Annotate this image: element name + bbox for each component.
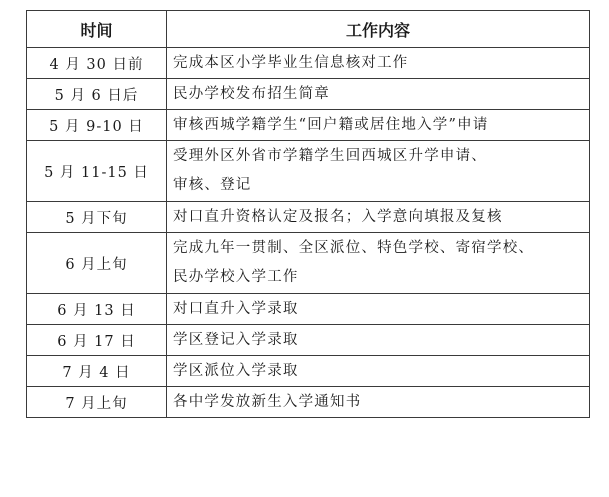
content-line: 各中学发放新生入学通知书 xyxy=(173,393,362,410)
row-content xyxy=(167,233,590,294)
table-row xyxy=(27,294,590,325)
table-row xyxy=(27,110,590,141)
content-line: 民办学校发布招生简章 xyxy=(173,85,330,102)
row-time: 5 月 11-15 日 xyxy=(27,141,167,202)
row-content xyxy=(167,48,590,79)
table-row xyxy=(27,48,590,79)
content-line: 完成九年一贯制、全区派位、特色学校、寄宿学校、 xyxy=(173,240,535,256)
table-row xyxy=(27,141,590,202)
row-time: 4 月 30 日前 xyxy=(27,48,167,79)
row-time: 6 月 13 日 xyxy=(27,294,167,325)
row-content xyxy=(167,356,590,387)
table-row xyxy=(27,79,590,110)
row-content xyxy=(167,387,590,418)
row-content xyxy=(167,294,590,325)
content-line: 对口直升入学录取 xyxy=(173,300,299,317)
table-row xyxy=(27,233,590,294)
row-content xyxy=(167,325,590,356)
row-time: 5 月 6 日后 xyxy=(27,79,167,110)
content-line: 审核西城学籍学生“回户籍或居住地入学”申请 xyxy=(173,116,489,133)
row-content xyxy=(167,141,590,202)
content-line: 对口直升资格认定及报名；入学意向填报及复核 xyxy=(173,208,503,225)
row-time: 6 月上旬 xyxy=(27,233,167,294)
row-content xyxy=(167,202,590,233)
header-time: 时间 xyxy=(27,11,167,48)
table-row xyxy=(27,387,590,418)
content-line: 审核、登记 xyxy=(173,177,252,193)
content-line: 民办学校入学工作 xyxy=(173,269,299,285)
row-time: 5 月下旬 xyxy=(27,202,167,233)
content-line: 学区派位入学录取 xyxy=(173,362,299,379)
table-row xyxy=(27,202,590,233)
table-row xyxy=(27,325,590,356)
row-time: 6 月 17 日 xyxy=(27,325,167,356)
row-time: 7 月 4 日 xyxy=(27,356,167,387)
content-line: 受理外区外省市学籍学生回西城区升学申请、 xyxy=(173,148,487,164)
row-time: 7 月上旬 xyxy=(27,387,167,418)
row-content xyxy=(167,110,590,141)
content-line: 学区登记入学录取 xyxy=(173,331,299,348)
header-row xyxy=(27,11,590,48)
row-content xyxy=(167,79,590,110)
table-row xyxy=(27,356,590,387)
row-time: 5 月 9-10 日 xyxy=(27,110,167,141)
schedule-table xyxy=(26,10,590,418)
content-line: 完成本区小学毕业生信息核对工作 xyxy=(173,54,409,71)
header-content: 工作内容 xyxy=(167,11,590,48)
